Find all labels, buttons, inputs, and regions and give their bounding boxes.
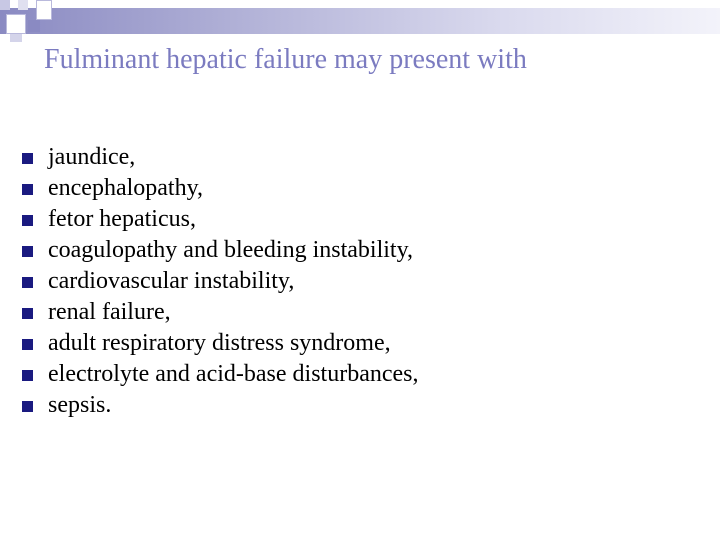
list-item	[22, 204, 419, 235]
square-bullet-icon	[22, 277, 33, 288]
list-item	[22, 266, 419, 297]
square-bullet-icon	[22, 215, 33, 226]
list-item-text: adult respiratory distress syndrome,	[48, 330, 391, 356]
list-item	[22, 142, 419, 173]
list-item	[22, 297, 419, 328]
square-bullet-icon	[22, 308, 33, 319]
list-item	[22, 390, 419, 421]
slide-title: Fulminant hepatic failure may present with	[44, 44, 527, 75]
corner-squares-decoration	[0, 0, 60, 50]
square-bullet-icon	[22, 370, 33, 381]
decor-square	[18, 0, 28, 10]
square-bullet-icon	[22, 184, 33, 195]
list-item-text: coagulopathy and bleeding instability,	[48, 237, 414, 263]
list-item-text: electrolyte and acid-base disturbances,	[48, 361, 419, 387]
square-bullet-icon	[22, 401, 33, 412]
decor-square	[0, 0, 10, 10]
list-item-text: sepsis.	[48, 392, 112, 418]
square-bullet-icon	[22, 153, 33, 164]
list-item	[22, 235, 419, 266]
list-item	[22, 359, 419, 390]
list-item-text: cardiovascular instability,	[48, 268, 295, 294]
decor-square	[36, 0, 52, 20]
list-item	[22, 173, 419, 204]
square-bullet-icon	[22, 246, 33, 257]
list-item-text: fetor hepaticus,	[48, 206, 196, 232]
bullet-list	[22, 142, 419, 421]
list-item-text: renal failure,	[48, 299, 171, 325]
header-decoration-band	[0, 8, 720, 34]
decor-square	[10, 34, 22, 42]
square-bullet-icon	[22, 339, 33, 350]
list-item-text: encephalopathy,	[48, 175, 204, 201]
decor-square	[6, 14, 26, 34]
list-item	[22, 328, 419, 359]
decor-square	[28, 20, 40, 32]
list-item-text: jaundice,	[48, 144, 136, 170]
